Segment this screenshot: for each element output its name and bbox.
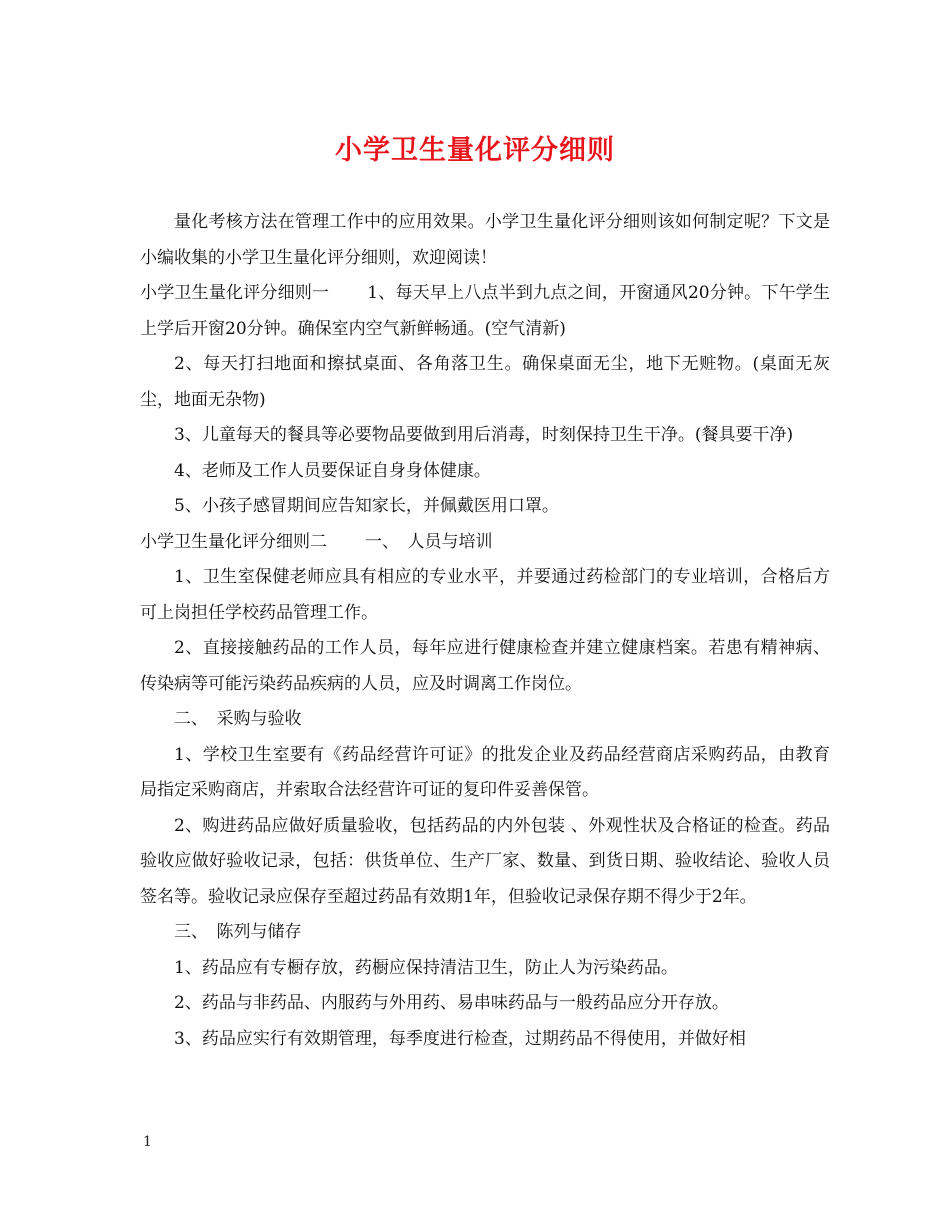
page-number: 1 [143, 1134, 152, 1150]
personnel-item-1: 1、卫生室保健老师应具有相应的专业水平，并要通过药检部门的专业培训，合格后方可上岗担任学校药品管理工作。 [140, 567, 830, 623]
section-one-item-5: 5、小孩子感冒期间应告知家长，并佩戴医用口罩。 [174, 496, 559, 516]
section-two-line [140, 525, 830, 561]
section-one-item-2: 2、每天打扫地面和擦拭桌面、各角落卫生。确保桌面无尘，地下无赃物。(桌面无灰尘，地面无杂物) [140, 354, 830, 410]
section-two-heading: 小学卫生量化评分细则二 [140, 531, 327, 552]
section-one-heading: 小学卫生量化评分细则一 [140, 283, 330, 303]
personnel-item-2: 2、直接接触药品的工作人员，每年应进行健康检查并建立健康档案。若患有精神病、传染病等可能污染药品疾病的人员，应及时调离工作岗位。 [140, 638, 830, 694]
section-one-item-3: 3、儿童每天的餐具等必要物品要做到用后消毒，时刻保持卫生干净。(餐具要干净) [174, 425, 794, 445]
section-one-item-1: 1、每天早上八点半到九点之间，开窗通风20分钟。下午学生上学后开窗20分钟。确保室内空气新鲜畅通。(空气清新) [140, 283, 830, 339]
section-one-item-4: 4、老师及工作人员要保证自身身体健康。 [174, 460, 491, 481]
subsection-purchase-heading: 二、 采购与验收 [174, 709, 302, 729]
purchase-item-1: 1、学校卫生室要有《药品经营许可证》的批发企业及药品经营商店采购药品，由教育局指定采购商店，并索取合法经营许可证的复印件妥善保管。 [140, 744, 830, 800]
document-body [140, 205, 830, 1057]
storage-item-3: 3、药品应实行有效期管理，每季度进行检查，过期药品不得使用，并做好相 [174, 1028, 746, 1049]
storage-item-2: 2、药品与非药品、内服药与外用药、易串味药品与一般药品应分开存放。 [174, 993, 729, 1013]
document-title: 小学卫生量化评分细则 [335, 135, 615, 166]
subsection-personnel-heading: 一、 人员与培训 [365, 531, 493, 552]
section-one-line [140, 276, 830, 347]
storage-item-1: 1、药品应有专橱存放，药橱应保持清洁卫生，防止人为污染药品。 [174, 957, 678, 978]
subsection-storage-heading: 三、 陈列与储存 [174, 922, 302, 942]
intro-paragraph: 量化考核方法在管理工作中的应用效果。小学卫生量化评分细则该如何制定呢？下文是小编收集的小学卫生量化评分细则，欢迎阅读！ [140, 212, 830, 268]
purchase-item-2: 2、购进药品应做好质量验收，包括药品的内外包装 、外观性状及合格证的检查。药品验收应做好验收记录，包括：供货单位、生产厂家、数量、到货日期、验收结论、验收人员签名等。验收记录应保存至超过药品有效期1年，但验收记录保存期不得少于2年。 [140, 815, 830, 907]
